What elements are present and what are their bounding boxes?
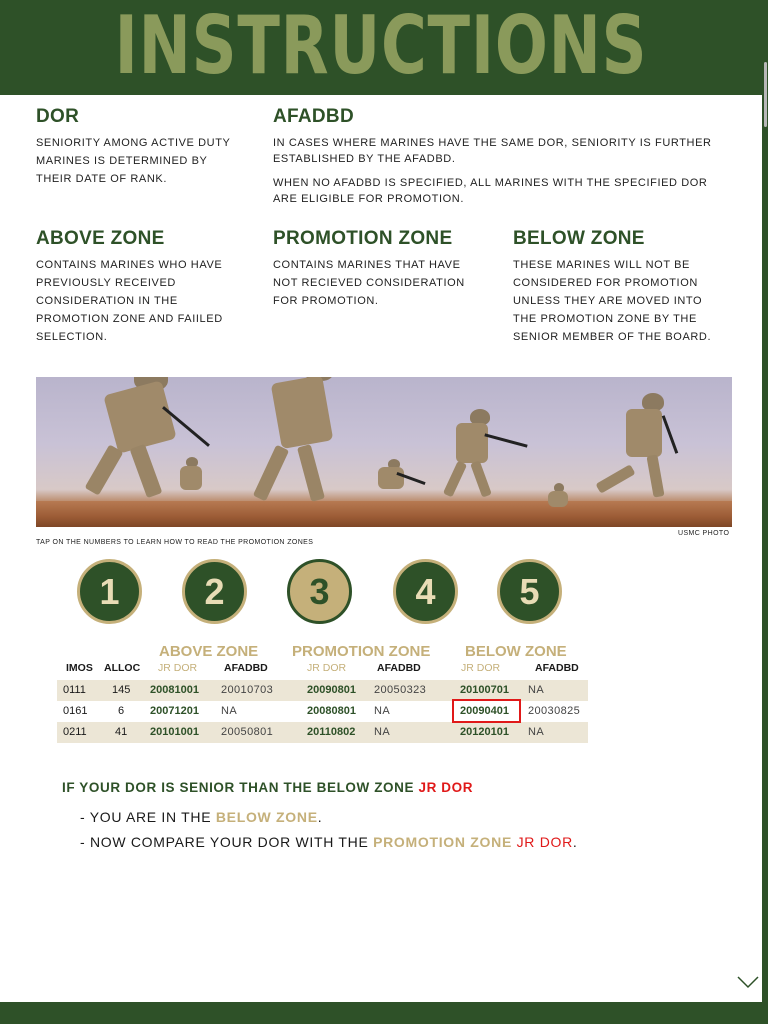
photo-credit: USMC PHOTO xyxy=(678,530,730,537)
cell-above-jrdor[interactable]: 20081001 xyxy=(150,684,199,696)
cell-above-afadbd: NA xyxy=(221,705,238,717)
tap-hint: TAP ON THE NUMBERS TO LEARN HOW TO READ THE PROMOTION ZONES xyxy=(36,539,314,546)
cell-below-jrdor[interactable]: 20100701 xyxy=(460,684,509,696)
col-header-alloc: ALLOC xyxy=(104,662,141,674)
col-header-above-jrdor: JR DOR xyxy=(158,662,198,674)
cell-above-afadbd: 20010703 xyxy=(221,684,274,696)
marines-photo xyxy=(36,377,732,527)
cell-promo-jrdor[interactable]: 20090801 xyxy=(307,684,356,696)
header-banner xyxy=(0,0,762,95)
afadbd-text-1: IN CASES WHERE MARINES HAVE THE SAME DOR, SENIORITY IS FURTHER ESTABLISHED BY THE AFADBD. xyxy=(273,137,712,165)
instruction-text: - YOU ARE IN THE xyxy=(80,809,216,825)
col-header-imos: IMOS xyxy=(66,662,93,674)
cell-above-jrdor[interactable]: 20071201 xyxy=(150,705,199,717)
right-rail xyxy=(762,0,768,1024)
col-header-promo-afadbd: AFADBD xyxy=(377,662,421,674)
promotion-zone-text: CONTAINS MARINES THAT HAVE NOT RECIEVED CONSIDERATION FOR PROMOTION. xyxy=(273,259,465,307)
jr-dor-term: JR DOR xyxy=(418,780,474,795)
afadbd-heading: AFADBD xyxy=(273,106,354,127)
cell-alloc: 6 xyxy=(118,705,125,717)
cell-below-afadbd: NA xyxy=(528,684,545,696)
cell-below-jrdor[interactable]: 20090401 xyxy=(460,705,509,717)
step-button-2[interactable]: 2 xyxy=(182,559,247,624)
table-zone-promotion: PROMOTION ZONE xyxy=(292,643,431,660)
cell-promo-jrdor[interactable]: 20080801 xyxy=(307,705,356,717)
cell-promo-jrdor[interactable]: 20110802 xyxy=(307,726,356,738)
jr-dor-term: JR DOR xyxy=(516,834,573,850)
footer-bar xyxy=(0,1002,768,1024)
cell-below-afadbd: 20030825 xyxy=(528,705,581,717)
step-button-1[interactable]: 1 xyxy=(77,559,142,624)
below-zone-text: THESE MARINES WILL NOT BE CONSIDERED FOR PROMOTION UNLESS THEY ARE MOVED INTO THE PROMOTION ZONE BY THE SENIOR MEMBER OF THE BOARD. xyxy=(513,259,712,343)
step-button-3[interactable]: 3 xyxy=(287,559,352,624)
instruction-text: IF YOUR DOR IS SENIOR THAN THE BELOW ZONE xyxy=(62,780,419,795)
dor-heading: DOR xyxy=(36,106,80,127)
above-zone-text: CONTAINS MARINES WHO HAVE PREVIOUSLY RECEIVED CONSIDERATION IN THE PROMOTION ZONE AND FAIILED SELECTION. xyxy=(36,259,223,343)
below-zone-heading: BELOW ZONE xyxy=(513,228,645,249)
cell-above-jrdor[interactable]: 20101001 xyxy=(150,726,199,738)
table-zone-below: BELOW ZONE xyxy=(465,643,567,660)
cell-below-jrdor[interactable]: 20120101 xyxy=(460,726,509,738)
above-zone-heading: ABOVE ZONE xyxy=(36,228,165,249)
cell-imos: 0111 xyxy=(63,684,86,696)
col-header-below-afadbd: AFADBD xyxy=(535,662,579,674)
photo-ground xyxy=(36,501,732,527)
instruction-line-1 xyxy=(62,780,473,795)
col-header-above-afadbd: AFADBD xyxy=(224,662,268,674)
instruction-text: . xyxy=(572,834,578,850)
cell-promo-afadbd: NA xyxy=(374,726,391,738)
col-header-promo-jrdor: JR DOR xyxy=(307,662,347,674)
promotion-zone-heading: PROMOTION ZONE xyxy=(273,228,453,249)
chevron-down-icon[interactable] xyxy=(736,974,760,990)
instruction-text: - NOW COMPARE YOUR DOR WITH THE xyxy=(80,834,374,850)
below-zone-term: BELOW ZONE xyxy=(215,809,318,825)
step-button-5[interactable]: 5 xyxy=(497,559,562,624)
page-title: INSTRUCTIONS xyxy=(114,0,648,92)
col-header-below-jrdor: JR DOR xyxy=(461,662,501,674)
scrollbar[interactable] xyxy=(764,62,767,127)
cell-alloc: 145 xyxy=(112,684,131,696)
cell-promo-afadbd: 20050323 xyxy=(374,684,427,696)
promotion-zone-term: PROMOTION ZONE xyxy=(373,834,512,850)
cell-promo-afadbd: NA xyxy=(374,705,391,717)
instruction-text: . xyxy=(317,809,323,825)
cell-imos: 0211 xyxy=(63,726,87,738)
dor-text: SENIORITY AMONG ACTIVE DUTY MARINES IS DETERMINED BY THEIR DATE OF RANK. xyxy=(36,137,231,185)
instruction-line-3 xyxy=(80,834,578,850)
cell-above-afadbd: 20050801 xyxy=(221,726,274,738)
table-zone-above: ABOVE ZONE xyxy=(159,643,259,660)
step-button-4[interactable]: 4 xyxy=(393,559,458,624)
highlight-box xyxy=(452,699,521,723)
cell-alloc: 41 xyxy=(115,726,128,738)
cell-below-afadbd: NA xyxy=(528,726,545,738)
afadbd-text-2: WHEN NO AFADBD IS SPECIFIED, ALL MARINES WITH THE SPECIFIED DOR ARE ELIGIBLE FOR PROMOTION. xyxy=(273,177,708,205)
instruction-line-2 xyxy=(80,809,322,825)
cell-imos: 0161 xyxy=(63,705,88,717)
